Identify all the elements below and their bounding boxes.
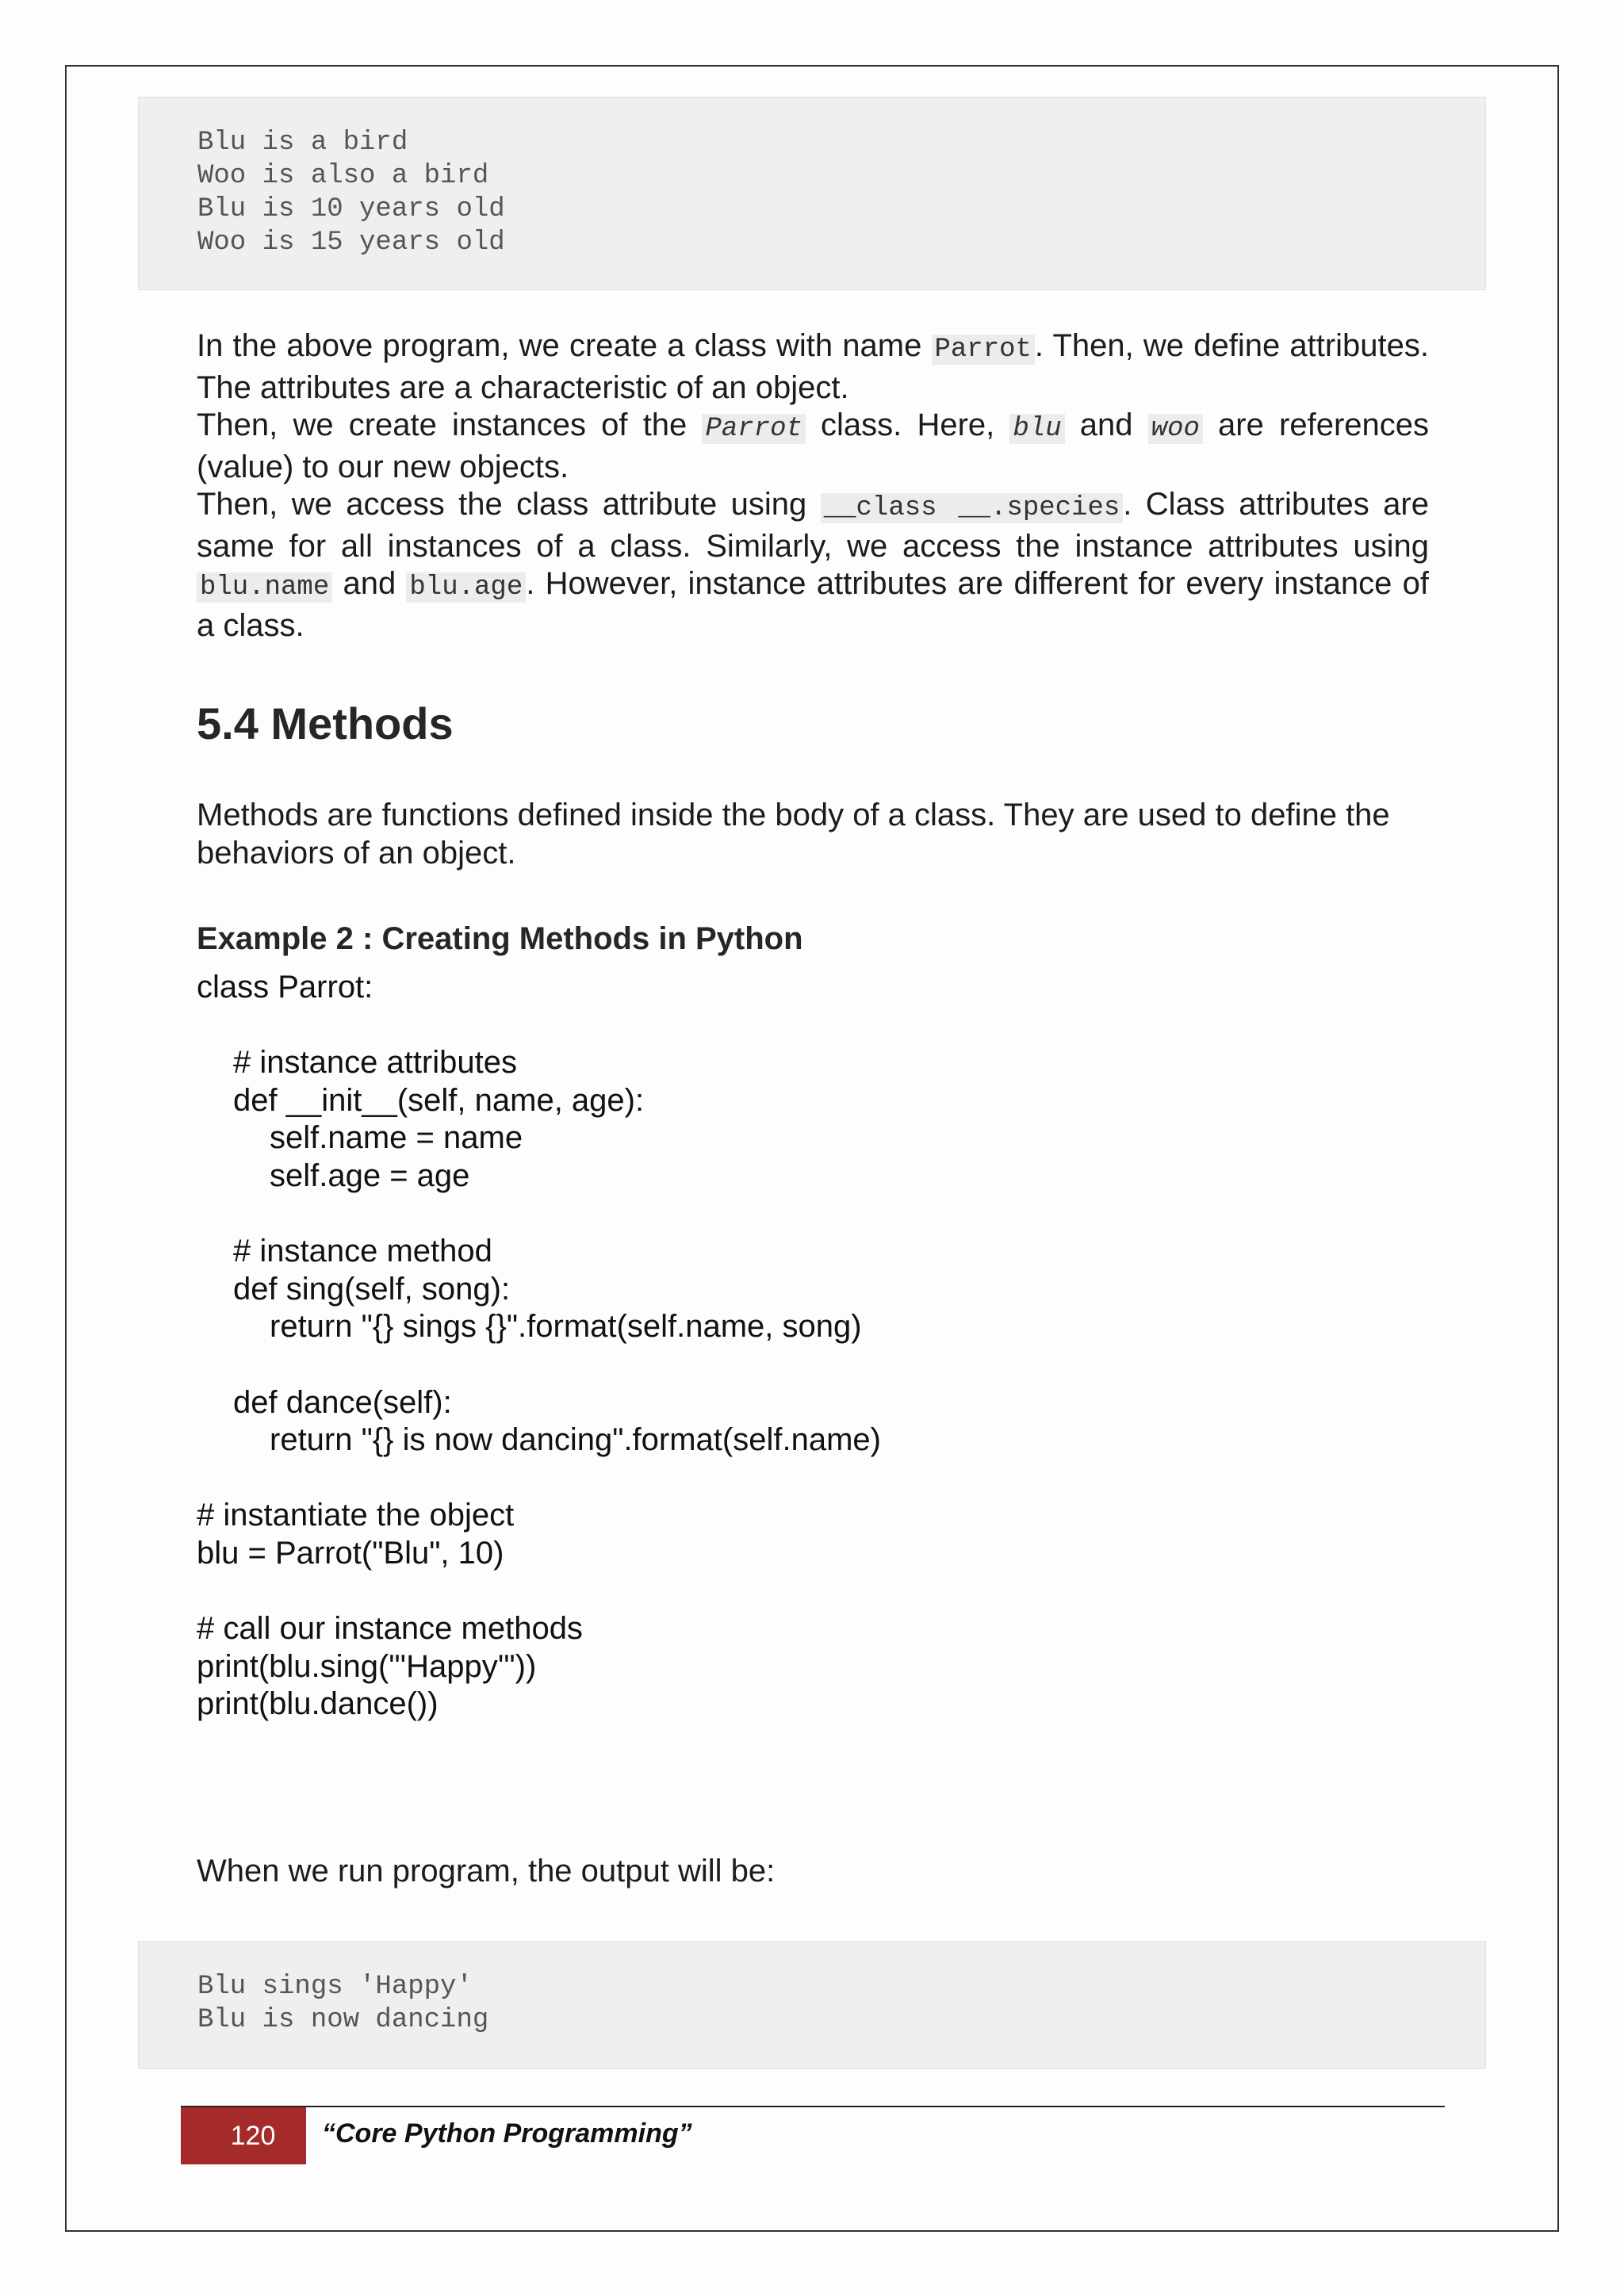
paragraph [197,407,1429,486]
code-line: self.age = age [270,1158,470,1193]
text: and [332,566,407,601]
code-line: class Parrot: [197,970,373,1004]
code-line: print(blu.sing("'Happy'")) [197,1648,537,1684]
inline-code: Parrot [932,335,1035,365]
output-line: Blu is 10 years old [197,194,505,224]
code-line: # instance method [233,1234,492,1269]
text: and [1064,408,1148,442]
code-line: self.name = name [270,1120,523,1156]
inline-code: blu [1009,414,1064,444]
code-line [197,1346,881,1384]
footer-rule [181,2106,1445,2107]
intro-paragraphs [197,327,1429,645]
output-block-2 [138,1941,1486,2069]
inline-code: blu.name [197,572,332,603]
code-line [197,1196,881,1234]
book-title: “Core Python Programming” [322,2118,692,2149]
text: In the above program, we create a class with name [197,328,932,363]
output-line: Woo is also a bird [197,161,489,191]
run-text [197,1853,1429,1891]
text: are references (value) to our new objects. [197,408,1430,484]
paragraph: Methods are functions defined inside the body of a class. They are used to define the behaviors of an object. [197,798,1390,871]
paragraph: When we run program, the output will be: [197,1854,776,1888]
code-line: # instantiate the object [197,1498,515,1533]
paragraph [197,486,1429,645]
code-line: def sing(self, song): [233,1271,511,1307]
inline-code: __class __.species [821,493,1124,523]
code-line: # instance attributes [233,1045,517,1081]
code-line [197,1007,881,1045]
methods-description [197,797,1429,872]
code-line: def __init__(self, name, age): [233,1082,645,1118]
inline-code: blu.age [406,572,526,603]
text: Then, we create instances of the [197,408,703,442]
text: . However, instance attributes are different for every instance of a class. [197,566,1429,643]
inline-code: Parrot [702,414,805,444]
code-line [197,1460,881,1498]
text: . Then, we define attributes. The attributes are a characteristic of an object. [197,328,1430,405]
code-line: def dance(self): [233,1384,452,1420]
example-title: Example 2 : Creating Methods in Python [197,921,803,956]
code-line: return "{} is now dancing".format(self.name) [270,1422,881,1458]
code-line: print(blu.dance()) [197,1686,439,1722]
text: Then, we access the class attribute using [197,487,821,522]
text: . Class attributes are same for all instances of a class. Similarly, we access the instance attributes using [197,487,1429,564]
code-line [197,1573,881,1611]
text: class. Here, [805,408,1010,442]
output-block-1 [138,97,1486,290]
output-line: Blu is now dancing [197,2005,489,2035]
output-line: Blu sings 'Happy' [197,1972,473,2002]
code-line: blu = Parrot("Blu", 10) [197,1535,504,1571]
section-heading: 5.4 Methods [197,698,454,748]
paragraph [197,327,1429,407]
code-listing [197,969,881,1724]
output-line: Blu is a bird [197,128,408,158]
inline-code: woo [1148,414,1203,444]
output-line: Woo is 15 years old [197,228,505,258]
code-line: return "{} sings {}".format(self.name, song) [270,1309,862,1345]
code-line: # call our instance methods [197,1611,583,1647]
page-number: 120 [181,2107,306,2164]
